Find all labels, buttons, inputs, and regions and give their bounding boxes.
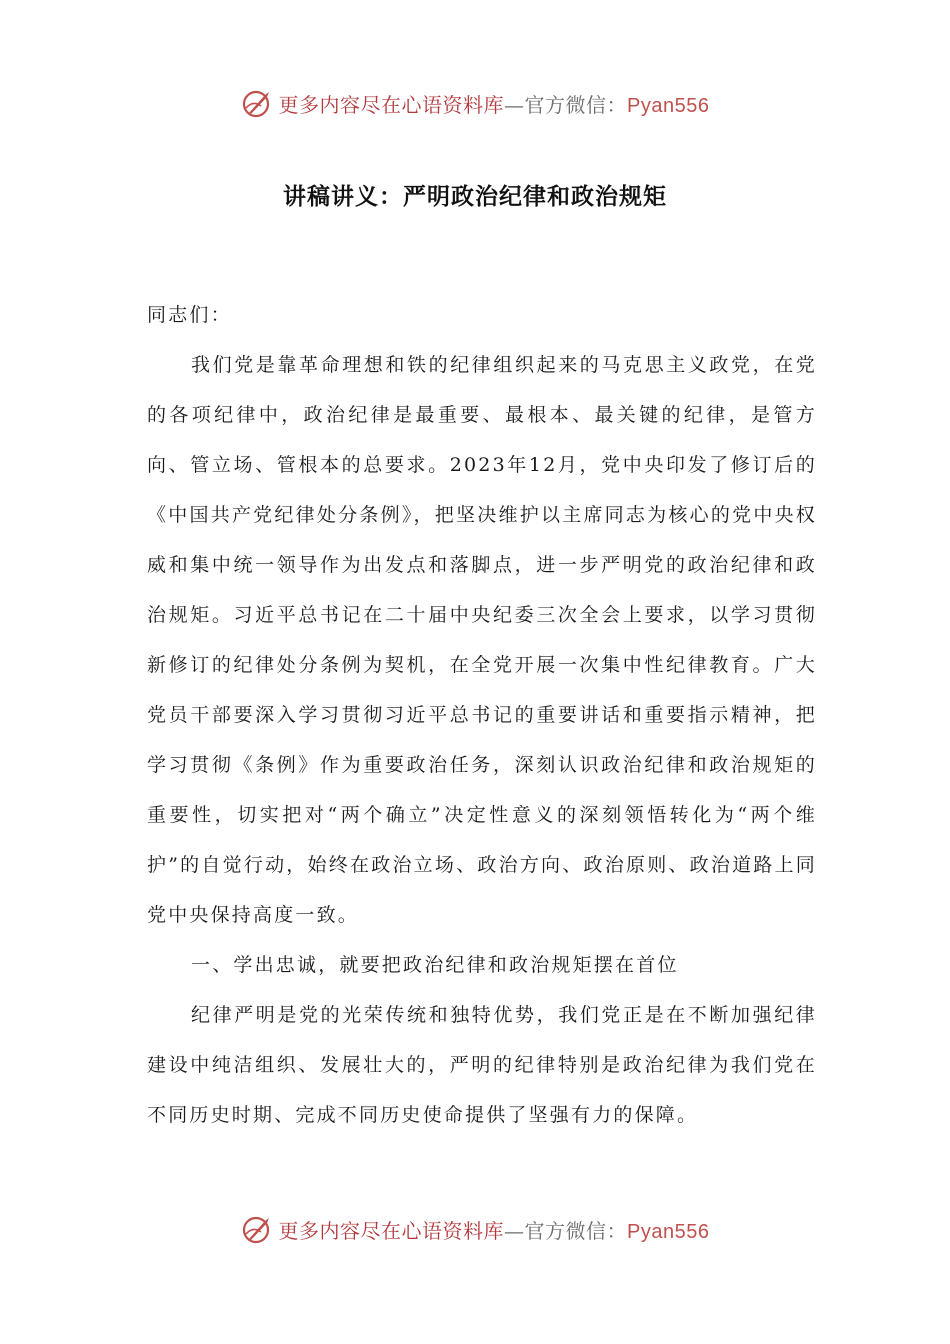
banner-text: 更多内容尽在心语资料库—官方微信：Pyan556 bbox=[278, 92, 710, 117]
header-banner bbox=[0, 81, 950, 125]
pen-logo-icon bbox=[241, 86, 275, 120]
banner-text: 更多内容尽在心语资料库—官方微信：Pyan556 bbox=[278, 1218, 710, 1243]
pen-logo-icon bbox=[241, 1212, 275, 1246]
paragraph: 我们党是靠革命理想和铁的纪律组织起来的马克思主义政党，在党的各项纪律中，政治纪律是最重要、最根本、最关键的纪律，是管方向、管立场、管根本的总要求。2023年12月，党中央印发了修订后的《中国共产党纪律处分条例》，把坚决维护以主席同志为核心的党中央权威和集中统一领导作为出发点和落脚点，进一步严明党的政治纪律和政治规矩。习近平总书记在二十届中央纪委三次全会上要求，以学习贯彻新修订的纪律处分条例为契机，在全党开展一次集中性纪律教育。广大党员干部要深入学习贯彻习近平总书记的重要讲话和重要指示精神，把学习贯彻《条例》作为重要政治任务，深刻认识政治纪律和政治规矩的重要性，切实把对“两个确立”决定性意义的深刻领悟转化为“两个维护”的自觉行动，始终在政治立场、政治方向、政治原则、政治道路上同党中央保持高度一致。 bbox=[147, 354, 817, 926]
section-heading: 一、学出忠诚，就要把政治纪律和政治规矩摆在首位 bbox=[191, 954, 679, 976]
paragraph: 纪律严明是党的光荣传统和独特优势，我们党正是在不断加强纪律建设中纯洁组织、发展壮大的，严明的纪律特别是政治纪律为我们党在不同历史时期、完成不同历史使命提供了坚强有力的保障。 bbox=[147, 1004, 817, 1126]
footer-banner bbox=[0, 1207, 950, 1251]
salutation: 同志们： bbox=[147, 304, 232, 326]
document-body bbox=[147, 290, 817, 1140]
document-title: 讲稿讲义：严明政治纪律和政治规矩 bbox=[283, 183, 667, 210]
